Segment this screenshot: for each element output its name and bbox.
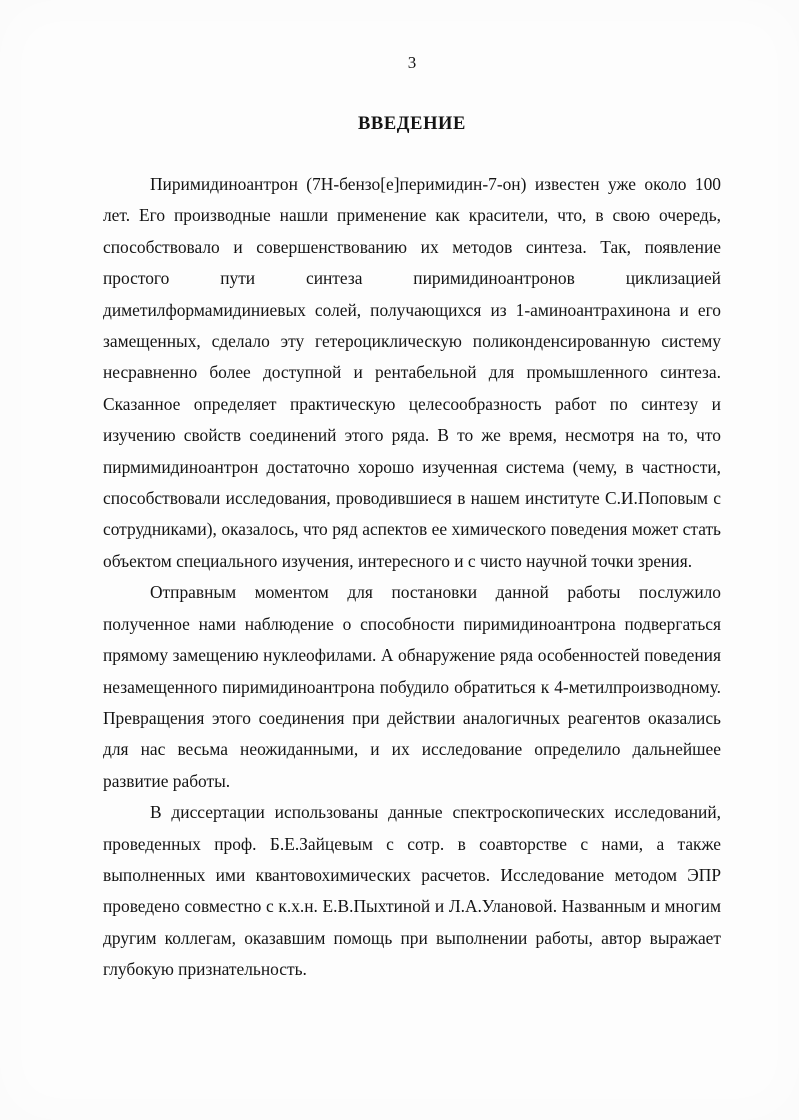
paragraph-1: Пиримидиноантрон (7Н-бензо[е]перимидин-7-он) известен уже около 100 лет. Его производные нашли применение как красители, что, в свою очередь, способствовало и совершенствованию их методов синтеза. Так, появление простого пути синтеза пиримидиноантронов циклизацией диметилформамидиниевых солей, получающихся из 1-аминоантрахинона и его замещенных, сделало эту гетероциклическую поликонденсированную систему несравненно более доступной и рентабельной для промышленного синтеза. Сказанное определяет практическую целесообразность работ по синтезу и изучению свойств соединений этого ряда. В то же время, несмотря на то, что пирмимидиноантрон достаточно хорошо изученная система (чему, в частности, способствовали исследования, проводившиеся в нашем институте С.И.Поповым с сотрудниками), оказалось, что ряд аспектов ее химического поведения может стать объектом специального изучения, интересного и с чисто научной точки зрения.: [103, 174, 721, 571]
body-text: [103, 169, 721, 986]
section-title: ВВЕДЕНИЕ: [357, 114, 466, 134]
page-number: 3: [407, 53, 417, 72]
text-block: [103, 0, 721, 986]
paragraph-3: В диссертации использованы данные спектроскопических исследований, проведенных проф. Б.Е.Зайцевым с сотр. в соавторстве с нами, а также выполненных ими квантовохимических расчетов. Исследование методом ЭПР проведено совместно с к.х.н. Е.В.Пыхтиной и Л.А.Улановой. Названным и многим другим коллегам, оказавшим помощь при выполнении работы, автор выражает глубокую признательность.: [103, 802, 721, 980]
paragraph-2: Отправным моментом для постановки данной работы послужило полученное нами наблюдение о способности пиримидиноантрона подвергаться прямому замещению нуклеофилами. А обнаружение ряда особенностей поведения незамещенного пиримидиноантрона побудило обратиться к 4-метилпроизводному. Превращения этого соединения при действии аналогичных реагентов оказались для нас весьма неожиданными, и их исследование определило дальнейшее развитие работы.: [103, 582, 721, 791]
